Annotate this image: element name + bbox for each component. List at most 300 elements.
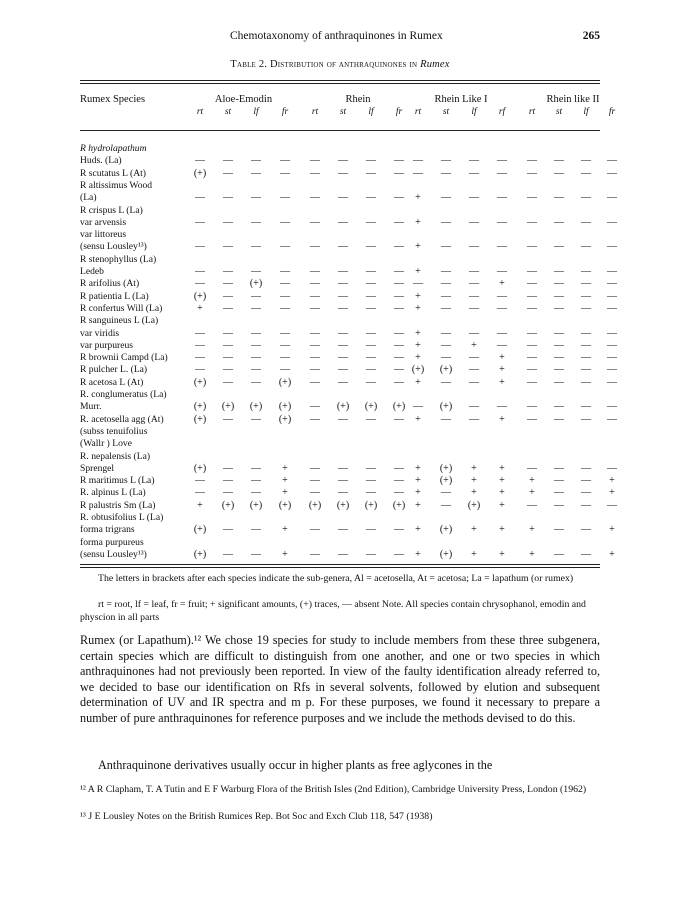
table-cell: — [441,216,451,228]
table-cell: — [366,339,376,351]
table-cell: — [497,302,507,314]
table-cell: — [607,241,617,253]
table-cell: + [415,216,421,228]
table-cell: — [195,192,205,204]
table-cell: — [394,155,404,167]
species-label: R pulcher L. (La) [80,364,148,376]
table-cell: — [469,167,479,179]
table-cell: — [554,401,564,413]
table-cell: + [529,475,535,487]
table-cell: — [338,339,348,351]
species-label: var purpureus [80,339,134,351]
table-cell: — [497,241,507,253]
table-cell: — [469,302,479,314]
table-cell: + [197,499,203,511]
table-cell: — [223,241,233,253]
table-cell: — [310,167,320,179]
table-cell: — [581,487,591,499]
header-rule [80,130,600,131]
table-cell: — [527,167,537,179]
table-row [80,192,617,204]
table-cell: — [338,167,348,179]
table-cell: — [195,266,205,277]
species-label: R scutatus L (At) [80,167,146,179]
table-cell: — [280,216,290,228]
table-cell: — [581,155,591,167]
table-cell: + [415,352,421,364]
table-cell: + [415,266,421,277]
table-cell: — [280,339,290,351]
table-row [80,266,617,278]
table-cell: — [366,462,376,474]
table-cell: — [251,548,261,560]
table-cell: — [441,339,451,351]
table-cell: — [310,278,320,290]
table-cell: (+) [439,462,453,474]
table-cell: — [223,302,233,314]
table-row [80,143,600,155]
table-cell: — [581,241,591,253]
table-cell: — [441,167,451,179]
species-label: Huds. (La) [80,155,122,167]
table-cell: — [366,364,376,376]
table-cell: — [607,499,617,511]
species-label: Murr. [80,401,102,413]
table-cell: — [394,548,404,560]
table-cell: (+) [249,278,263,290]
table-cell: + [415,413,421,425]
table-cell: — [607,167,617,179]
table-cell: — [338,413,348,425]
species-label: R. nepalensis (La) [80,450,151,462]
subcolumn-header: rt [414,107,422,117]
subcolumn-header: rt [528,107,536,117]
table-row [80,376,617,389]
table-cell: — [394,192,404,204]
table-cell: — [441,192,451,204]
table-cell: — [310,475,320,487]
table-cell: — [223,192,233,204]
table-cell: — [413,401,423,413]
table-row [80,205,600,217]
table-cell: — [280,241,290,253]
table-cell: — [581,413,591,425]
table-cell: — [554,364,564,376]
table-cell: — [366,413,376,425]
table-cell: — [607,462,617,474]
table-cell: (+) [221,401,235,413]
table-cell: — [366,216,376,228]
table-cell: — [554,290,564,302]
table-row [80,475,615,487]
table-cell: — [469,352,479,364]
table-cell: + [609,487,615,499]
table-cell: — [251,364,261,376]
table-cell: — [581,462,591,474]
table-cell: — [366,290,376,302]
table-cell: — [607,352,617,364]
subcolumn-header: lf [583,107,589,117]
table-cell: — [469,327,479,339]
table-cell: — [581,290,591,302]
table-cell: — [195,241,205,253]
table-caption-prefix: Table 2. [230,59,268,70]
table-cell: — [366,524,376,536]
table-cell: — [223,216,233,228]
table-cell: — [554,167,564,179]
table-cell: — [441,352,451,364]
table-cell: — [338,462,348,474]
table-cell: — [394,487,404,499]
group-header: Rhein like II [546,94,600,105]
table-cell: (+) [411,364,425,376]
table-cell: — [527,499,537,511]
subcolumn-header: lf [253,107,259,117]
table-cell: — [366,327,376,339]
species-label: R arifolius (At) [80,278,140,290]
table-cell: — [366,548,376,560]
table-cell: — [394,302,404,314]
table-cell: — [441,499,451,511]
table-cell: — [280,278,290,290]
table-cell: — [280,364,290,376]
table-cell: — [581,352,591,364]
table-cell: — [310,352,320,364]
table-cell: — [251,327,261,339]
running-head [80,30,600,46]
table-cell: — [251,413,261,425]
table-cell: — [310,462,320,474]
table-cell: + [499,376,505,388]
table-cell: — [195,327,205,339]
table-cell: — [310,401,320,413]
table-cell: — [469,290,479,302]
table-cell: — [441,302,451,314]
table-cell: — [394,327,404,339]
table-cell: — [280,266,290,277]
table-cell: — [195,278,205,290]
table-cell: + [415,290,421,302]
table-cell: (+) [392,401,406,413]
table-cell: — [310,290,320,302]
table-cell: — [366,475,376,487]
table-cell: — [195,487,205,499]
subcolumn-header: rf [498,107,506,117]
table-cell: — [223,487,233,499]
species-label: (subss tenuifolius [80,425,148,437]
table-cell: + [499,487,505,499]
table-cell: — [581,192,591,204]
table-cell: — [527,216,537,228]
table-cell: — [394,524,404,536]
table-cell: — [310,266,320,277]
table-row [80,413,617,426]
table-cell: (+) [193,401,207,413]
table-cell: — [607,401,617,413]
table-cell: — [581,266,591,277]
table-cell: (+) [278,376,292,388]
table-cell: — [554,278,564,290]
table-cell: — [469,241,479,253]
table-cell: (+) [439,475,453,487]
species-label: R. acetosella agg (At) [80,413,164,425]
table-cell: — [280,302,290,314]
table-cell: — [441,290,451,302]
table-cell: — [251,475,261,487]
subcolumn-header: lf [471,107,477,117]
table-cell: — [394,266,404,277]
table-cell: + [499,475,505,487]
table-cell: (+) [392,499,406,511]
table-cell: (+) [336,401,350,413]
subcolumn-header: fr [281,107,289,117]
table-cell: + [282,548,288,560]
species-label: R patientia L (La) [80,290,149,302]
table-cell: (+) [193,413,207,425]
species-label: R acetosa L (At) [80,376,144,388]
table-cell: — [223,290,233,302]
species-label: Sprengel [80,462,115,474]
table-cell: (+) [278,401,292,413]
table-top-rule [80,80,600,81]
table-row [80,512,600,524]
table-cell: — [310,339,320,351]
table-cell: — [469,155,479,167]
species-label: R brownii Campd (La) [80,352,168,364]
table-row [80,364,617,376]
table-cell: + [415,339,421,351]
table-cell: — [223,339,233,351]
table-cell: — [581,475,591,487]
table-cell: — [469,266,479,277]
species-label: R hydrolapathum [80,143,147,154]
table-cell: — [280,290,290,302]
table-cell: + [471,487,477,499]
table-cell: — [554,475,564,487]
table-top-rule-2 [80,83,600,84]
table-cell: — [280,155,290,167]
table-cell: + [471,548,477,560]
table-cell: — [527,278,537,290]
table-cell: — [223,155,233,167]
table-cell: — [527,155,537,167]
table-cell: — [338,302,348,314]
table-row [80,339,617,352]
table-cell: — [195,364,205,376]
species-label: (sensu Lousley¹³) [80,548,147,560]
table-cell: — [527,339,537,351]
table-cell: (+) [439,364,453,376]
table-cell: — [497,266,507,277]
table-cell: — [394,290,404,302]
table-cell: (+) [249,401,263,413]
table-cell: — [581,167,591,179]
table-cell: — [338,241,348,253]
table-cell: — [366,278,376,290]
species-label: var viridis [80,327,120,339]
table-cell: — [527,192,537,204]
table-cell: + [282,462,288,474]
table-cell: — [338,487,348,499]
table-cell: — [195,475,205,487]
table-cell: — [527,352,537,364]
table-cell: — [527,462,537,474]
table-row [80,229,600,241]
table-row [80,180,600,192]
table-cell: — [527,241,537,253]
table-cell: + [499,413,505,425]
table-row [80,167,617,180]
table-cell: + [415,327,421,339]
table-cell: — [581,302,591,314]
table-cell: + [499,499,505,511]
table-cell: — [251,290,261,302]
table-cell: + [471,339,477,351]
table-cell: — [469,376,479,388]
table-cell: — [469,413,479,425]
species-label: Ledeb [80,266,104,277]
table-row [80,254,600,266]
table-cell: — [441,327,451,339]
species-label: forma purpureus [80,536,144,548]
table-row [80,352,617,364]
table-cell: (+) [336,499,350,511]
table-cell: — [310,241,320,253]
footnote-12: ¹² A R Clapham, T. A Tutin and E F Warburg Flora of the British Isles (2nd Edition), Cambridge University Press, London (1962) [80,784,587,795]
table-cell: (+) [439,524,453,536]
table-cell: — [607,278,617,290]
table-cell: — [607,413,617,425]
table-cell: — [251,462,261,474]
subcolumn-header: rt [196,107,204,117]
table-cell: + [415,302,421,314]
table-cell: — [195,216,205,228]
table-cell: + [415,241,421,253]
table-cell: — [441,155,451,167]
table-row [80,155,617,167]
table-cell: — [223,352,233,364]
table-cell: — [251,241,261,253]
table-cell: — [554,192,564,204]
table-caption-genus: Rumex [420,59,450,70]
table-cell: — [607,327,617,339]
table-cell: — [554,266,564,277]
table-cell: — [607,216,617,228]
table-cell: — [607,192,617,204]
table-cell: — [251,302,261,314]
table-cell: — [338,524,348,536]
group-header: Rhein [345,94,371,105]
table-cell: (+) [278,413,292,425]
species-label: var arvensis [80,216,127,228]
table-cell: — [223,364,233,376]
table-cell: + [471,475,477,487]
running-head-title: Chemotaxonomy of anthraquinones in Rumex [230,30,443,42]
table-cell: + [529,524,535,536]
table-cell: — [251,216,261,228]
table-cell: — [607,376,617,388]
subcolumn-header: lf [368,107,374,117]
table-cell: — [338,266,348,277]
table-cell: — [310,192,320,204]
table-cell: — [554,524,564,536]
table-cell: (+) [221,499,235,511]
group-header: Rhein Like I [434,94,488,105]
table-cell: — [607,364,617,376]
table-cell: (+) [439,548,453,560]
species-label: R stenophyllus (La) [80,253,157,265]
table-cell: — [469,216,479,228]
table-cell: + [499,548,505,560]
table-row [80,426,600,438]
table-row [80,278,617,290]
table-cell: + [197,302,203,314]
table-cell: — [310,364,320,376]
table-cell: — [394,462,404,474]
table-cell: — [554,487,564,499]
table-caption [80,59,600,70]
table-cell: — [310,327,320,339]
table-cell: + [529,487,535,499]
table-cell: — [554,241,564,253]
table-cell: — [251,376,261,388]
table-cell: — [413,167,423,179]
table-cell: — [280,352,290,364]
table-cell: — [581,524,591,536]
table-cell: — [394,352,404,364]
table-cell: — [338,192,348,204]
table-cell: — [581,339,591,351]
table-row [80,537,600,549]
table-cell: — [366,352,376,364]
table-cell: — [554,327,564,339]
table-cell: — [366,192,376,204]
table-row [80,499,617,512]
table-cell: — [366,266,376,277]
table-cell: — [554,352,564,364]
table-cell: + [609,524,615,536]
table-cell: + [499,364,505,376]
table-cell: + [499,278,505,290]
table-cell: — [581,548,591,560]
table-row [80,315,600,327]
table-cell: — [394,241,404,253]
table-cell: — [607,155,617,167]
table-cell: — [527,413,537,425]
table-cell: — [223,475,233,487]
table-cell: — [366,155,376,167]
species-label: R. obtusifolius L (La) [80,512,164,523]
body-paragraph-1: Rumex (or Lapathum).¹² We chose 19 species for study to include members from these three subgenera, certain species which are difficult to distinguish from one another, and one or two species in which anthraquinones had not previously been reported. In view of the faulty identification already referred to, we decided to base our identification on Rfs in several solvents, followed by elution and subsequent determination of UV and IR spectra and m p. For these purposes, we found it necessary to prepare a number of pure anthraquinones for reference purposes and we include the methods devised to do this. [80,633,600,725]
table-cell: + [609,475,615,487]
table-cell: — [554,413,564,425]
table-row [80,302,617,315]
table-cell: — [223,524,233,536]
table-cell: — [554,548,564,560]
table-cell: (+) [193,524,207,536]
table-cell: + [282,487,288,499]
table-cell: — [310,155,320,167]
table-cell: + [415,548,421,560]
table-cell: — [338,216,348,228]
table-cell: — [394,364,404,376]
table-cell: — [527,290,537,302]
table-cell: — [338,278,348,290]
table-cell: — [223,167,233,179]
table-cell: — [223,376,233,388]
table-cell: — [497,167,507,179]
table-cell: — [497,192,507,204]
